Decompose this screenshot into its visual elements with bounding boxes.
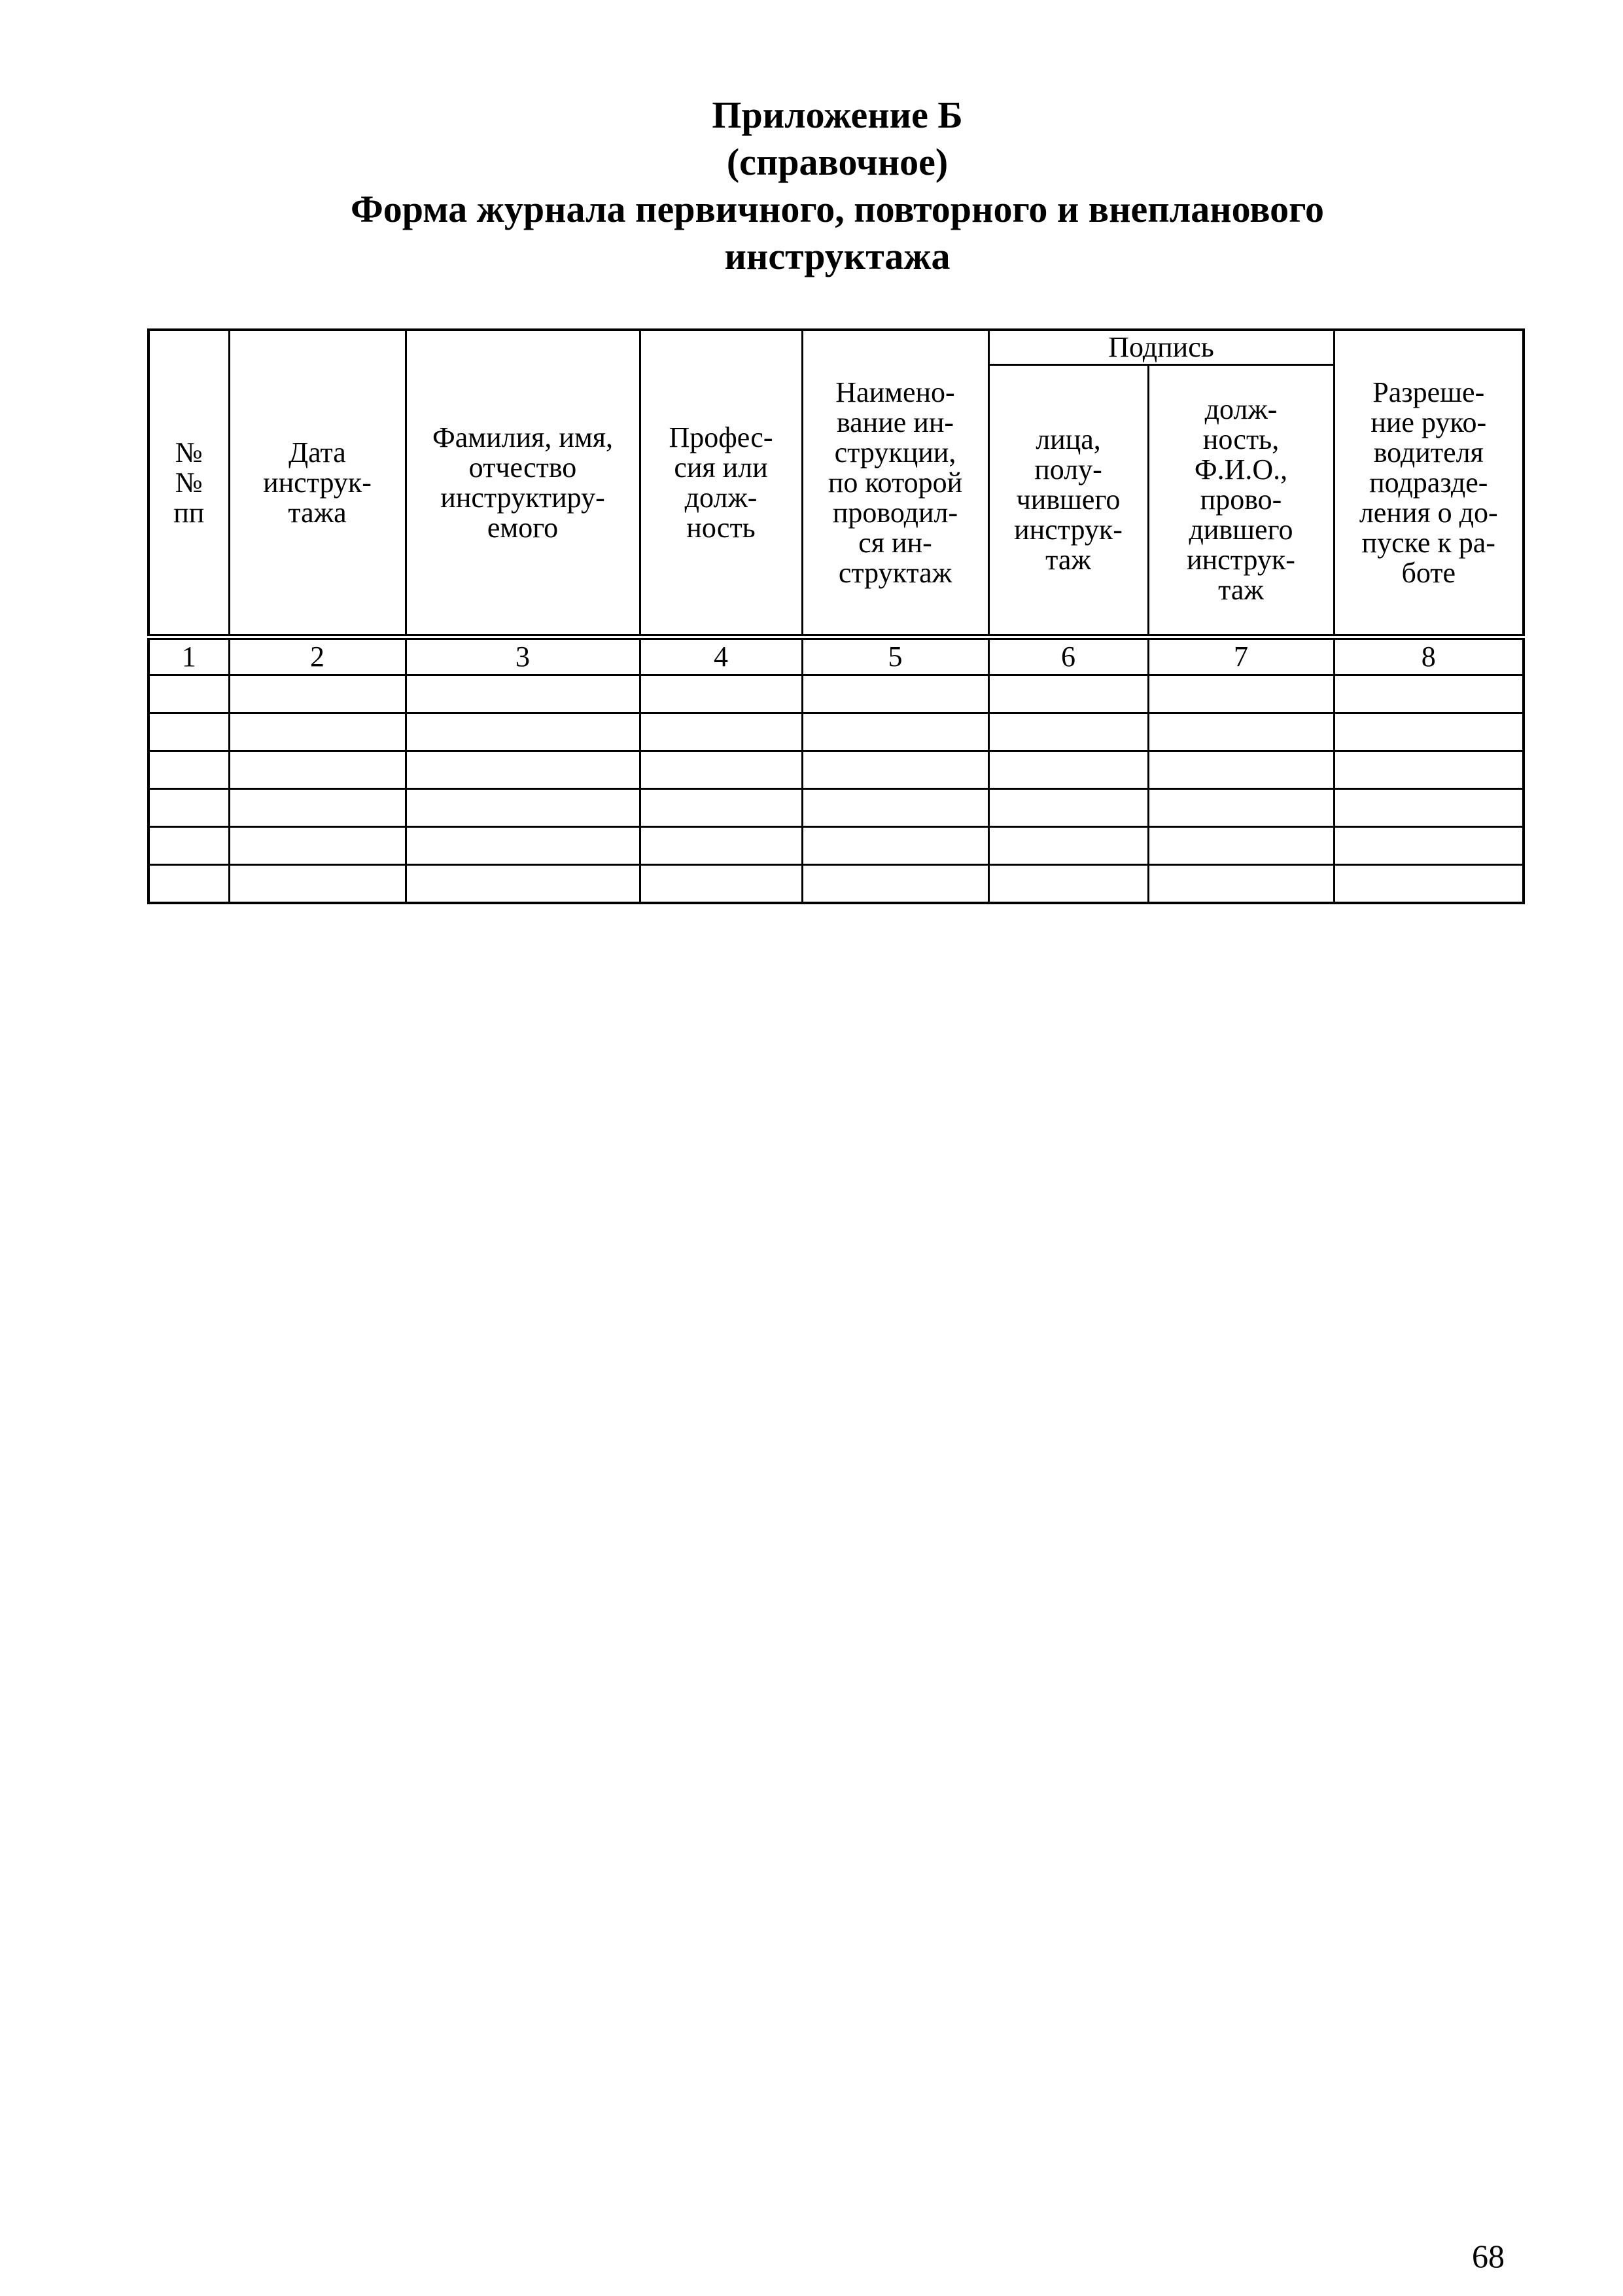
table-cell xyxy=(802,789,988,827)
table-cell xyxy=(988,827,1148,865)
table-cell xyxy=(229,865,406,904)
column-number: 5 xyxy=(802,637,988,675)
form-title-line1: Форма журнала первичного, повторного и внепланового xyxy=(350,188,1325,230)
table-row xyxy=(148,751,1524,789)
table-cell xyxy=(406,713,640,751)
table-cell xyxy=(640,789,802,827)
table-cell xyxy=(640,827,802,865)
table-cell xyxy=(1148,827,1334,865)
table-cell xyxy=(802,713,988,751)
table-cell xyxy=(148,827,229,865)
table-cell xyxy=(148,675,229,713)
column-number: 3 xyxy=(406,637,640,675)
table-cell xyxy=(1148,675,1334,713)
appendix-title: Приложение Б xyxy=(712,94,963,136)
table-cell xyxy=(988,789,1148,827)
table-cell xyxy=(988,713,1148,751)
table-cell xyxy=(988,751,1148,789)
table-cell xyxy=(1334,789,1524,827)
table-cell xyxy=(148,789,229,827)
table-cell xyxy=(1148,751,1334,789)
form-title-line2: инструктажа xyxy=(724,235,951,277)
table-cell xyxy=(1334,675,1524,713)
page-number: 68 xyxy=(1472,2238,1505,2274)
column-number: 1 xyxy=(148,637,229,675)
table-cell xyxy=(988,675,1148,713)
table-cell xyxy=(229,675,406,713)
header-profession: Профес- сия или долж- ность xyxy=(640,330,802,637)
table-cell xyxy=(1334,827,1524,865)
table-cell xyxy=(802,751,988,789)
table-cell xyxy=(229,751,406,789)
table-cell xyxy=(229,789,406,827)
table-cell xyxy=(802,675,988,713)
column-number-row xyxy=(148,637,1524,675)
table-cell xyxy=(406,865,640,904)
column-number: 8 xyxy=(1334,637,1524,675)
table-cell xyxy=(988,865,1148,904)
table-cell xyxy=(1148,789,1334,827)
header-signature-receiver: лица, полу- чившего инструк- таж xyxy=(988,365,1148,637)
table-cell xyxy=(406,789,640,827)
table-cell xyxy=(406,827,640,865)
column-number: 7 xyxy=(1148,637,1334,675)
column-number: 2 xyxy=(229,637,406,675)
header-full-name: Фамилия, имя, отчество инструктиру- емого xyxy=(406,330,640,637)
table-cell xyxy=(640,751,802,789)
appendix-subtitle: (справочное) xyxy=(726,141,949,183)
table-cell xyxy=(148,751,229,789)
column-number: 4 xyxy=(640,637,802,675)
table-cell xyxy=(640,713,802,751)
appendix-heading xyxy=(0,92,1623,280)
table-cell xyxy=(148,865,229,904)
table-cell xyxy=(1334,713,1524,751)
table-cell xyxy=(640,865,802,904)
table-cell xyxy=(1148,713,1334,751)
table-row xyxy=(148,713,1524,751)
table-cell xyxy=(406,751,640,789)
table-cell xyxy=(229,827,406,865)
table-cell xyxy=(1334,751,1524,789)
table-cell xyxy=(1334,865,1524,904)
table-cell xyxy=(229,713,406,751)
header-date: Дата инструк- тажа xyxy=(229,330,406,637)
instruction-log-table xyxy=(147,328,1525,904)
table-row xyxy=(148,865,1524,904)
header-instruction-name: Наимено- вание ин- струкции, по которой проводил- ся ин- структаж xyxy=(802,330,988,637)
table-row xyxy=(148,789,1524,827)
table-cell xyxy=(1148,865,1334,904)
table-cell xyxy=(802,865,988,904)
column-number: 6 xyxy=(988,637,1148,675)
header-permission: Разреше- ние руко- водителя подразде- ления о до- пуске к ра- боте xyxy=(1334,330,1524,637)
header-signature-instructor: долж- ность, Ф.И.О., прово- дившего инструк- таж xyxy=(1148,365,1334,637)
header-signature-group: Подпись xyxy=(988,330,1334,365)
table-cell xyxy=(148,713,229,751)
table-row xyxy=(148,827,1524,865)
table-cell xyxy=(802,827,988,865)
header-number: № № пп xyxy=(148,330,229,637)
table-cell xyxy=(640,675,802,713)
table-row xyxy=(148,675,1524,713)
table-cell xyxy=(406,675,640,713)
